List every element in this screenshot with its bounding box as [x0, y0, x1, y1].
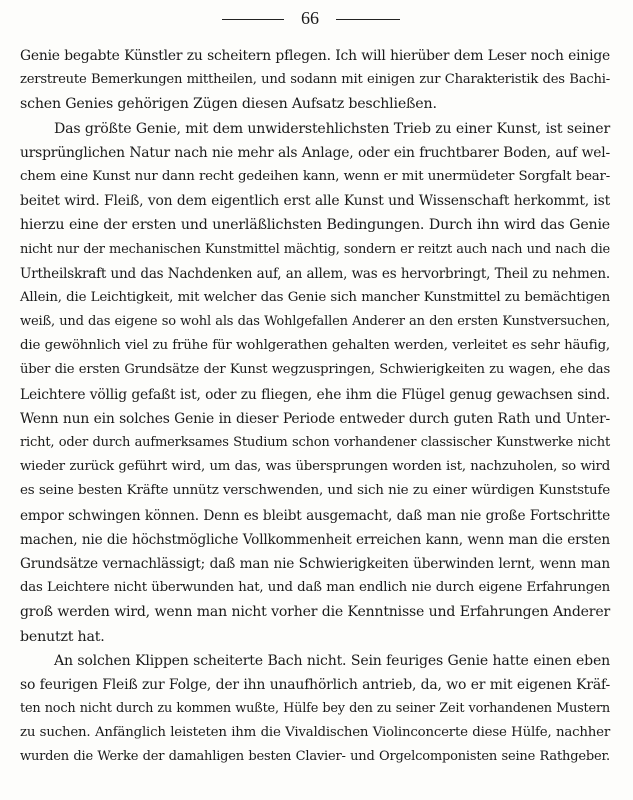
text-line: zu suchen. Anfänglich leisteten ihm die Vivaldischen Violinconcerte diese Hülfe, nachher [20, 725, 610, 741]
paragraph-3 [20, 649, 610, 770]
text-line: ten noch nicht durch zu kommen wußte, Hülfe bey den zu seiner Zeit vorhandenen Mustern [20, 701, 610, 717]
text-line: über die ersten Grundsätze der Kunst wegzuspringen, Schwierigkeiten zu wagen, ehe das [20, 362, 610, 378]
text-line: ursprünglichen Natur nach nie mehr als Anlage, oder ein fruchtbarer Boden, auf wel- [20, 144, 610, 161]
text-line: weiß, und das eigene so wohl als das Wohlgefallen Anderer an den ersten Kunstversuchen, [20, 314, 610, 330]
text-line: richt, oder durch aufmerksames Studium schon vorhandener classischer Kunstwerke nicht [20, 435, 610, 450]
text-line: empor schwingen können. Denn es bleibt ausgemacht, daß man nie große Fortschritte [20, 507, 610, 524]
text-line: wieder zurück geführt wird, um das, was übersprungen worden ist, nachzuholen, so wird [20, 459, 610, 475]
text-line: benutzt hat. [20, 628, 105, 645]
text-line: Grundsätze vernachlässigt; daß man nie Schwierigkeiten überwinden lernt, wenn man [20, 555, 610, 572]
text-line: Urtheilskraft und das Nachdenken auf, an allem, was es hervorbringt, Theil zu nehmen. [20, 265, 610, 282]
text-line: das Leichtere nicht überwunden hat, und daß man endlich nie durch eigene Erfahrungen [20, 580, 610, 596]
text-line: nicht nur der mechanischen Kunstmittel mächtig, sondern er reitzt auch nach und nach die [20, 241, 610, 257]
paragraph-1 [20, 44, 610, 117]
text-line: Wenn nun ein solches Genie in dieser Periode entweder durch guten Rath und Unter- [20, 410, 610, 427]
header-rule-left [222, 19, 284, 20]
text-line: beitet wird. Fleiß, von dem eigentlich erst alle Kunst und Wissenschaft herkommt, ist [20, 193, 610, 210]
page-number: 66 [301, 8, 319, 28]
text-line: wurden die Werke der damahligen besten Clavier- und Orgelcomponisten seine Rathgeber. [20, 749, 610, 765]
text-line: Genie begabte Künstler zu scheitern pflegen. Ich will hierüber dem Leser noch einige [20, 48, 610, 64]
body-text [20, 44, 610, 770]
text-line: Allein, die Leichtigkeit, mit welcher das Genie sich mancher Kunstmittel zu bemächtigen [20, 289, 610, 305]
text-line: so feurigen Fleiß zur Folge, der ihn unaufhörlich antrieb, da, wo er mit eigenen Kräf- [20, 676, 610, 693]
page-header [0, 6, 633, 30]
text-line: es seine besten Kräfte unnütz verschwenden, und sich nie zu einer würdigen Kunststufe [20, 483, 610, 499]
text-line: machen, nie die höchstmögliche Vollkommenheit erreichen kann, wenn man die ersten [20, 531, 610, 548]
text-line: An solchen Klippen scheiterte Bach nicht. Sein feuriges Genie hatte einen eben [54, 652, 610, 669]
text-line: Leichtere völlig gefaßt ist, oder zu fliegen, ehe ihm die Flügel genug gewachsen sind. [20, 386, 610, 403]
text-line: hierzu eine der ersten und unerläßlichsten Bedingungen. Durch ihn wird das Genie [20, 217, 610, 234]
text-line: die gewöhnlich viel zu frühe für wohlgerathen gehalten werden, verleitet es sehr häufig, [20, 338, 610, 354]
header-rule-right [336, 19, 400, 20]
text-line: zerstreute Bemerkungen mittheilen, und sodann mit einigen zur Charakteristik des Bachi- [20, 72, 610, 88]
paragraph-2 [20, 117, 610, 649]
text-line: schen Genies gehörigen Zügen diesen Aufsatz beschließen. [20, 96, 437, 113]
text-line: groß werden wird, wenn man nicht vorher die Kenntnisse und Erfahrungen Anderer [20, 604, 610, 621]
text-line: chem eine Kunst nur dann recht gedeihen kann, wenn er mit unermüdeter Sorgfalt bear- [20, 168, 610, 184]
text-line: Das größte Genie, mit dem unwiderstehlichsten Trieb zu einer Kunst, ist seiner [54, 120, 610, 137]
